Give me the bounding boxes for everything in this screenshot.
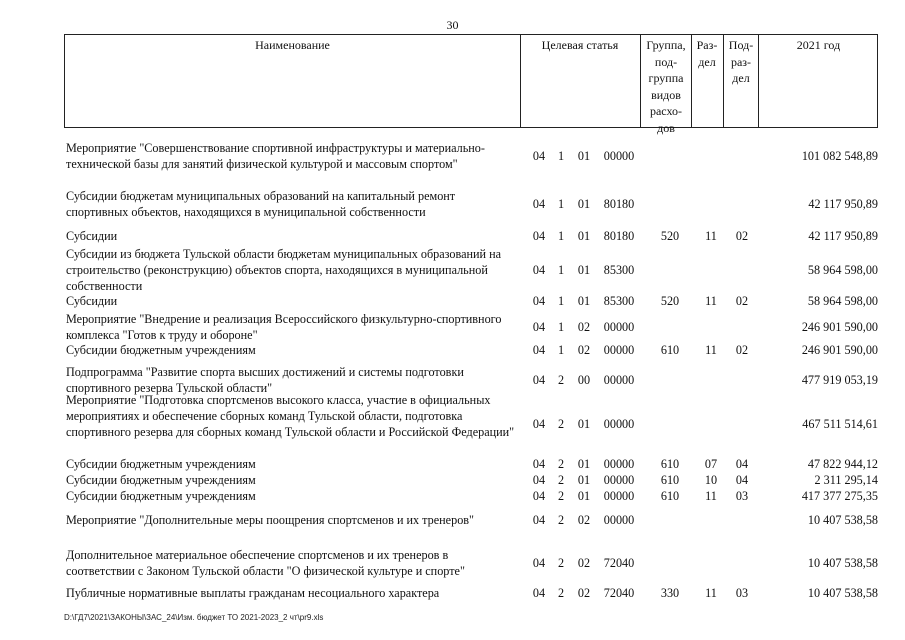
cell-c2: 2 bbox=[557, 586, 565, 600]
file-path: D:\ГД7\2021\ЗАКОНЫ\ЗАС_24\Изм. бюджет ТО 2021-2023_2 чт\pr9.xls bbox=[64, 613, 324, 622]
cell-amount: 10 407 538,58 bbox=[807, 513, 878, 527]
cell-section: 11 bbox=[705, 489, 717, 503]
cell-amount: 2 311 295,14 bbox=[814, 473, 878, 487]
cell-c3: 01 bbox=[577, 489, 591, 503]
cell-section: 11 bbox=[705, 343, 717, 357]
table-row bbox=[64, 456, 878, 472]
cell-c3: 01 bbox=[577, 457, 591, 471]
table-row bbox=[64, 228, 878, 244]
cell-section: 11 bbox=[705, 294, 717, 308]
row-name: Субсидии бюджетным учреждениям bbox=[66, 489, 256, 503]
cell-c1: 04 bbox=[532, 197, 546, 211]
row-name: Субсидии bbox=[66, 294, 118, 308]
table-row bbox=[64, 585, 878, 601]
cell-c1: 04 bbox=[532, 513, 546, 527]
cell-group: 520 bbox=[660, 294, 680, 308]
cell-c2: 2 bbox=[557, 417, 565, 431]
cell-amount: 58 964 598,00 bbox=[807, 294, 878, 308]
cell-c3: 02 bbox=[577, 556, 591, 570]
table-row bbox=[64, 293, 878, 309]
cell-subsection: 02 bbox=[735, 229, 749, 243]
cell-group: 520 bbox=[660, 229, 680, 243]
cell-section: 11 bbox=[705, 586, 717, 600]
cell-subsection: 03 bbox=[735, 586, 749, 600]
cell-c3: 02 bbox=[577, 586, 591, 600]
cell-c4: 00000 bbox=[603, 149, 635, 163]
header-target: Целевая статья bbox=[541, 38, 619, 52]
cell-c1: 04 bbox=[532, 473, 546, 487]
cell-amount: 42 117 950,89 bbox=[808, 197, 878, 211]
cell-c2: 1 bbox=[557, 263, 565, 277]
row-name: Мероприятие "Совершенствование спортивной инфраструктуры и материально-технической базы для занятий физической культурой и массовым спортом" bbox=[66, 141, 485, 171]
cell-c1: 04 bbox=[532, 586, 546, 600]
cell-c4: 00000 bbox=[603, 417, 635, 431]
row-name: Субсидии бюджетным учреждениям bbox=[66, 457, 256, 471]
row-name: Субсидии бюджетам муниципальных образований на капитальный ремонт спортивных объектов, находящихся в муниципальной собственности bbox=[66, 189, 456, 219]
row-name: Субсидии из бюджета Тульской области бюджетам муниципальных образований на строительство (реконструкцию) объектов спорта, находящихся в муниципальной собственности bbox=[66, 247, 502, 293]
cell-c2: 1 bbox=[557, 149, 565, 163]
cell-group: 330 bbox=[660, 586, 680, 600]
cell-group: 610 bbox=[660, 343, 680, 357]
cell-amount: 477 919 053,19 bbox=[801, 373, 878, 387]
cell-c1: 04 bbox=[532, 294, 546, 308]
cell-section: 07 bbox=[704, 457, 718, 471]
row-name: Мероприятие "Внедрение и реализация Всероссийского физкультурно-спортивного комплекса "Готов к труду и обороне" bbox=[66, 312, 502, 342]
cell-section: 11 bbox=[705, 229, 717, 243]
cell-c3: 01 bbox=[577, 263, 591, 277]
cell-c1: 04 bbox=[532, 373, 546, 387]
cell-c2: 2 bbox=[557, 373, 565, 387]
cell-c1: 04 bbox=[532, 229, 546, 243]
cell-amount: 42 117 950,89 bbox=[808, 229, 878, 243]
cell-amount: 10 407 538,58 bbox=[807, 556, 878, 570]
cell-amount: 101 082 548,89 bbox=[801, 149, 878, 163]
cell-subsection: 02 bbox=[735, 294, 749, 308]
cell-c4: 00000 bbox=[603, 320, 635, 334]
table-row bbox=[64, 392, 878, 456]
row-name: Дополнительное материальное обеспечение спортсменов и их тренеров в соответствии с Законом Тульской области "О физической культуре и спорте" bbox=[66, 548, 465, 578]
cell-c3: 02 bbox=[577, 343, 591, 357]
cell-c3: 01 bbox=[577, 197, 591, 211]
cell-c2: 2 bbox=[557, 457, 565, 471]
header-name: Наименование bbox=[255, 38, 330, 52]
row-name: Подпрограмма "Развитие спорта высших достижений и системы подготовки спортивного резерва Тульской области" bbox=[66, 365, 464, 395]
table-row bbox=[64, 547, 878, 579]
cell-c4: 00000 bbox=[603, 373, 635, 387]
cell-c1: 04 bbox=[532, 343, 546, 357]
cell-c4: 85300 bbox=[603, 294, 635, 308]
cell-c2: 1 bbox=[557, 294, 565, 308]
cell-c1: 04 bbox=[532, 417, 546, 431]
cell-subsection: 04 bbox=[735, 473, 749, 487]
cell-amount: 246 901 590,00 bbox=[801, 343, 878, 357]
cell-c1: 04 bbox=[532, 457, 546, 471]
table-row bbox=[64, 311, 878, 343]
cell-amount: 58 964 598,00 bbox=[807, 263, 878, 277]
row-name: Субсидии бюджетным учреждениям bbox=[66, 473, 256, 487]
table-header bbox=[64, 34, 878, 135]
cell-amount: 417 377 275,35 bbox=[801, 489, 878, 503]
cell-amount: 47 822 944,12 bbox=[807, 457, 878, 471]
page-number: 30 bbox=[446, 18, 459, 32]
cell-c4: 00000 bbox=[603, 513, 635, 527]
row-name: Субсидии bbox=[66, 229, 118, 243]
header-section: Раз- дел bbox=[696, 38, 718, 69]
column-divider bbox=[640, 35, 641, 127]
cell-c3: 01 bbox=[577, 417, 591, 431]
cell-c1: 04 bbox=[532, 149, 546, 163]
cell-c3: 01 bbox=[577, 149, 591, 163]
table-row bbox=[64, 342, 878, 358]
cell-c4: 80180 bbox=[603, 197, 635, 211]
cell-amount: 467 511 514,61 bbox=[802, 417, 878, 431]
cell-c3: 01 bbox=[577, 229, 591, 243]
table-row bbox=[64, 246, 878, 294]
cell-c3: 02 bbox=[577, 513, 591, 527]
cell-c1: 04 bbox=[532, 320, 546, 334]
cell-c1: 04 bbox=[532, 556, 546, 570]
table-row bbox=[64, 488, 878, 504]
cell-group: 610 bbox=[660, 473, 680, 487]
cell-c4: 00000 bbox=[603, 457, 635, 471]
cell-c3: 00 bbox=[577, 373, 591, 387]
cell-group: 610 bbox=[660, 457, 680, 471]
cell-c2: 2 bbox=[557, 489, 565, 503]
cell-c1: 04 bbox=[532, 263, 546, 277]
row-name: Мероприятие "Подготовка спортсменов высокого класса, участие в официальных мероприятиях и обеспечение сборных команд Тульской области, подготовка спортивного резерва для сборных команд Тульской области и Российской Федерации" bbox=[66, 393, 515, 439]
cell-c4: 00000 bbox=[603, 343, 635, 357]
cell-c2: 1 bbox=[557, 229, 565, 243]
column-divider bbox=[691, 35, 692, 127]
cell-c2: 1 bbox=[557, 320, 565, 334]
cell-c3: 02 bbox=[577, 320, 591, 334]
cell-section: 10 bbox=[704, 473, 718, 487]
cell-c1: 04 bbox=[532, 489, 546, 503]
table-row bbox=[64, 472, 878, 488]
cell-c4: 80180 bbox=[603, 229, 635, 243]
cell-c2: 2 bbox=[557, 556, 565, 570]
cell-c3: 01 bbox=[577, 473, 591, 487]
cell-c2: 1 bbox=[557, 343, 565, 357]
row-name: Мероприятие "Дополнительные меры поощрения спортсменов и их тренеров" bbox=[66, 513, 475, 527]
cell-subsection: 04 bbox=[735, 457, 749, 471]
cell-c2: 2 bbox=[557, 473, 565, 487]
cell-subsection: 02 bbox=[735, 343, 749, 357]
cell-c2: 1 bbox=[557, 197, 565, 211]
cell-c4: 72040 bbox=[603, 556, 635, 570]
row-name: Субсидии бюджетным учреждениям bbox=[66, 343, 256, 357]
cell-subsection: 03 bbox=[735, 489, 749, 503]
cell-c4: 00000 bbox=[603, 489, 635, 503]
cell-amount: 246 901 590,00 bbox=[801, 320, 878, 334]
cell-c4: 00000 bbox=[603, 473, 635, 487]
cell-c2: 2 bbox=[557, 513, 565, 527]
header-year: 2021 год bbox=[796, 38, 841, 52]
cell-c4: 72040 bbox=[603, 586, 635, 600]
cell-amount: 10 407 538,58 bbox=[807, 586, 878, 600]
cell-c3: 01 bbox=[577, 294, 591, 308]
header-group: Группа, под- группа видов расхо- дов bbox=[646, 38, 686, 135]
table-row bbox=[64, 140, 878, 172]
cell-group: 610 bbox=[660, 489, 680, 503]
row-name: Публичные нормативные выплаты гражданам несоциального характера bbox=[66, 586, 440, 600]
table-row bbox=[64, 188, 878, 220]
cell-c4: 85300 bbox=[603, 263, 635, 277]
column-divider bbox=[723, 35, 724, 127]
table-row bbox=[64, 512, 878, 528]
header-subsection: Под- раз- дел bbox=[728, 38, 754, 85]
